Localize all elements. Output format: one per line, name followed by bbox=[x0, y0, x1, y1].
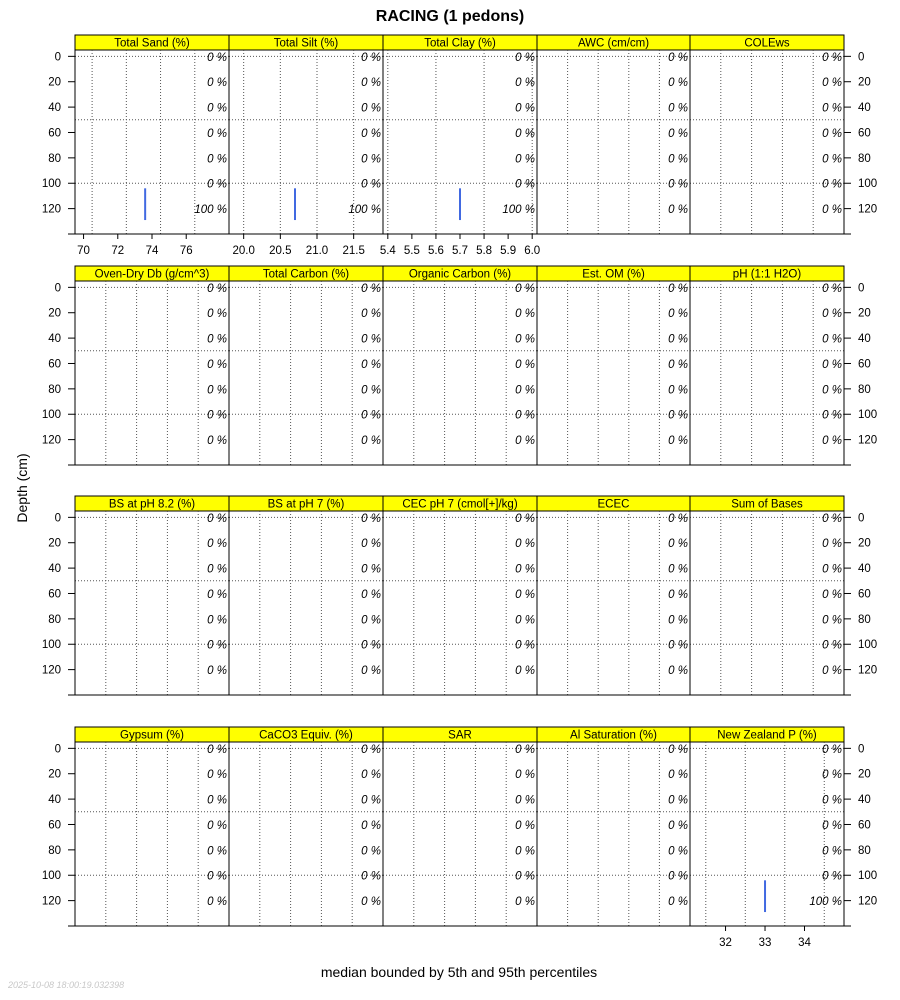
y-axis-label: Depth (cm) bbox=[14, 453, 30, 523]
panel-12 bbox=[229, 496, 383, 695]
depth-tick-label-right: 20 bbox=[858, 76, 871, 89]
depth-tick-label-left: 20 bbox=[48, 537, 61, 550]
percent-label: 0 % bbox=[361, 896, 381, 909]
timestamp-label: 2025-10-08 18:00:19.032398 bbox=[8, 980, 125, 990]
percent-label: 0 % bbox=[207, 896, 227, 909]
panel-strip-label: Organic Carbon (%) bbox=[408, 268, 512, 281]
percent-label: 0 % bbox=[822, 409, 842, 422]
panel-strip-label: Al Saturation (%) bbox=[570, 729, 657, 742]
percent-label: 0 % bbox=[207, 845, 227, 858]
x-tick-label: 5.5 bbox=[403, 245, 420, 257]
percent-label: 0 % bbox=[361, 563, 381, 576]
percent-label: 0 % bbox=[361, 282, 381, 295]
percent-label: 0 % bbox=[822, 77, 842, 90]
x-tick-label: 21.0 bbox=[305, 245, 329, 257]
percent-label: 0 % bbox=[515, 435, 535, 448]
depth-tick-label-left: 100 bbox=[41, 178, 61, 191]
panel-strip-label: BS at pH 8.2 (%) bbox=[108, 498, 196, 511]
percent-label: 0 % bbox=[822, 384, 842, 397]
panel-13 bbox=[383, 496, 537, 695]
depth-tick-label-right: 60 bbox=[858, 819, 871, 832]
x-tick-label: 5.8 bbox=[476, 245, 493, 257]
percent-label: 0 % bbox=[822, 588, 842, 601]
depth-tick-label-left: 0 bbox=[54, 512, 61, 525]
percent-label: 0 % bbox=[207, 333, 227, 346]
depth-tick-label-left: 40 bbox=[48, 563, 61, 576]
percent-label: 0 % bbox=[207, 769, 227, 782]
depth-tick-label-left: 120 bbox=[41, 203, 61, 216]
percent-label: 0 % bbox=[361, 333, 381, 346]
panel-strip-label: Total Clay (%) bbox=[424, 37, 496, 50]
depth-tick-label-right: 100 bbox=[858, 178, 878, 191]
percent-label: 0 % bbox=[822, 204, 842, 217]
panel-14 bbox=[537, 496, 690, 695]
depth-tick-label-left: 120 bbox=[41, 434, 61, 447]
percent-label: 0 % bbox=[361, 308, 381, 321]
percent-label: 0 % bbox=[361, 153, 381, 166]
percent-label: 0 % bbox=[207, 538, 227, 551]
x-tick-label: 74 bbox=[145, 245, 159, 257]
depth-tick-label-left: 60 bbox=[48, 819, 61, 832]
percent-label: 0 % bbox=[361, 794, 381, 807]
x-tick-label: 5.6 bbox=[427, 245, 444, 257]
depth-tick-label-right: 0 bbox=[858, 512, 865, 525]
depth-tick-label-left: 120 bbox=[41, 895, 61, 908]
x-tick-label: 70 bbox=[77, 245, 90, 257]
percent-label: 100 % bbox=[194, 204, 227, 217]
percent-label: 0 % bbox=[361, 127, 381, 140]
panel-18 bbox=[383, 727, 537, 926]
percent-label: 0 % bbox=[668, 333, 688, 346]
x-tick-label: 33 bbox=[758, 937, 772, 949]
x-tick-label: 20.0 bbox=[232, 245, 255, 257]
percent-label: 0 % bbox=[515, 896, 535, 909]
percent-label: 0 % bbox=[668, 178, 688, 191]
percent-label: 0 % bbox=[668, 384, 688, 397]
percent-label: 0 % bbox=[668, 870, 688, 883]
x-tick-label: 21.5 bbox=[342, 245, 365, 257]
depth-tick-label-left: 20 bbox=[48, 307, 61, 320]
x-tick-label: 5.4 bbox=[379, 245, 396, 257]
percent-label: 0 % bbox=[515, 77, 535, 90]
panel-strip-label: Oven-Dry Db (g/cm^3) bbox=[94, 268, 210, 281]
depth-tick-label-left: 60 bbox=[48, 358, 61, 371]
percent-label: 0 % bbox=[668, 538, 688, 551]
depth-tick-label-right: 100 bbox=[858, 409, 878, 422]
percent-label: 0 % bbox=[668, 743, 688, 756]
percent-label: 0 % bbox=[668, 358, 688, 371]
percent-label: 0 % bbox=[515, 769, 535, 782]
percent-label: 0 % bbox=[668, 639, 688, 652]
depth-tick-label-left: 100 bbox=[41, 639, 61, 652]
percent-label: 0 % bbox=[515, 743, 535, 756]
depth-tick-label-right: 0 bbox=[858, 743, 865, 756]
depth-tick-label-left: 100 bbox=[41, 870, 61, 883]
percent-label: 0 % bbox=[822, 102, 842, 115]
percent-label: 0 % bbox=[668, 127, 688, 140]
percent-label: 0 % bbox=[668, 794, 688, 807]
chart-title: RACING (1 pedons) bbox=[375, 8, 525, 25]
percent-label: 0 % bbox=[822, 639, 842, 652]
percent-label: 0 % bbox=[515, 333, 535, 346]
panel-17 bbox=[229, 727, 383, 926]
percent-label: 0 % bbox=[515, 845, 535, 858]
percent-label: 0 % bbox=[207, 819, 227, 832]
percent-label: 0 % bbox=[515, 588, 535, 601]
percent-label: 0 % bbox=[822, 435, 842, 448]
percent-label: 0 % bbox=[207, 743, 227, 756]
depth-tick-label-left: 40 bbox=[48, 333, 61, 346]
percent-label: 0 % bbox=[361, 743, 381, 756]
panel-15 bbox=[690, 496, 844, 695]
percent-label: 0 % bbox=[361, 845, 381, 858]
percent-label: 0 % bbox=[668, 435, 688, 448]
panel-strip-label: CaCO3 Equiv. (%) bbox=[259, 729, 353, 742]
percent-label: 0 % bbox=[207, 870, 227, 883]
percent-label: 0 % bbox=[668, 77, 688, 90]
percent-label: 0 % bbox=[515, 409, 535, 422]
panel-19 bbox=[537, 727, 690, 926]
depth-tick-label-right: 40 bbox=[858, 794, 871, 807]
panel-10 bbox=[690, 266, 844, 465]
percent-label: 0 % bbox=[668, 588, 688, 601]
percent-label: 0 % bbox=[668, 282, 688, 295]
percent-label: 0 % bbox=[515, 870, 535, 883]
percent-label: 0 % bbox=[361, 435, 381, 448]
percent-label: 0 % bbox=[822, 153, 842, 166]
percent-label: 0 % bbox=[207, 409, 227, 422]
depth-tick-label-right: 60 bbox=[858, 127, 871, 140]
percent-label: 0 % bbox=[361, 819, 381, 832]
depth-tick-label-left: 100 bbox=[41, 409, 61, 422]
percent-label: 0 % bbox=[668, 614, 688, 627]
percent-label: 0 % bbox=[207, 127, 227, 140]
depth-tick-label-left: 80 bbox=[48, 383, 61, 396]
percent-label: 0 % bbox=[515, 639, 535, 652]
percent-label: 0 % bbox=[207, 282, 227, 295]
percent-label: 0 % bbox=[515, 178, 535, 191]
percent-label: 0 % bbox=[668, 153, 688, 166]
percent-label: 0 % bbox=[668, 102, 688, 115]
x-tick-label: 5.9 bbox=[500, 245, 517, 257]
depth-tick-label-right: 20 bbox=[858, 768, 871, 781]
percent-label: 0 % bbox=[822, 769, 842, 782]
percent-label: 0 % bbox=[822, 870, 842, 883]
percent-label: 0 % bbox=[207, 308, 227, 321]
depth-tick-label-right: 0 bbox=[858, 51, 865, 64]
panel-16 bbox=[75, 727, 229, 926]
depth-tick-label-right: 60 bbox=[858, 588, 871, 601]
percent-label: 0 % bbox=[668, 896, 688, 909]
percent-label: 0 % bbox=[822, 512, 842, 525]
percent-label: 0 % bbox=[668, 819, 688, 832]
percent-label: 0 % bbox=[822, 614, 842, 627]
x-axis-label: median bounded by 5th and 95th percentiles bbox=[320, 964, 598, 980]
panel-strip-label: Est. OM (%) bbox=[582, 268, 645, 281]
percent-label: 0 % bbox=[361, 384, 381, 397]
percent-label: 0 % bbox=[361, 51, 381, 64]
percent-label: 0 % bbox=[822, 819, 842, 832]
percent-label: 0 % bbox=[515, 308, 535, 321]
depth-tick-label-right: 40 bbox=[858, 333, 871, 346]
depth-tick-label-right: 80 bbox=[858, 383, 871, 396]
panel-strip-label: Sum of Bases bbox=[731, 498, 803, 511]
depth-tick-label-right: 100 bbox=[858, 639, 878, 652]
percent-label: 0 % bbox=[207, 639, 227, 652]
percent-label: 0 % bbox=[822, 358, 842, 371]
depth-tick-label-right: 80 bbox=[858, 152, 871, 165]
panel-strip-label: COLEws bbox=[744, 37, 790, 50]
percent-label: 0 % bbox=[207, 77, 227, 90]
percent-label: 0 % bbox=[207, 563, 227, 576]
percent-label: 0 % bbox=[822, 743, 842, 756]
percent-label: 0 % bbox=[361, 639, 381, 652]
percent-label: 0 % bbox=[515, 665, 535, 678]
panel-strip-label: SAR bbox=[448, 729, 472, 742]
percent-label: 0 % bbox=[207, 794, 227, 807]
panel-strip-label: AWC (cm/cm) bbox=[577, 37, 650, 50]
percent-label: 0 % bbox=[207, 665, 227, 678]
panel-strip-label: Total Sand (%) bbox=[114, 37, 190, 50]
depth-tick-label-left: 40 bbox=[48, 102, 61, 115]
panel-1 bbox=[75, 35, 229, 257]
panel-4 bbox=[537, 35, 690, 234]
percent-label: 0 % bbox=[515, 563, 535, 576]
panel-3 bbox=[380, 35, 540, 257]
depth-tick-label-right: 80 bbox=[858, 844, 871, 857]
x-tick-label: 20.5 bbox=[269, 245, 292, 257]
panel-5 bbox=[690, 35, 844, 234]
panel-strip-label: Gypsum (%) bbox=[120, 729, 184, 742]
panel-strip-label: New Zealand P (%) bbox=[717, 729, 817, 742]
percent-label: 0 % bbox=[361, 178, 381, 191]
depth-tick-label-left: 120 bbox=[41, 664, 61, 677]
percent-label: 0 % bbox=[207, 435, 227, 448]
percent-label: 0 % bbox=[515, 512, 535, 525]
x-tick-label: 6.0 bbox=[524, 245, 541, 257]
percent-label: 0 % bbox=[822, 845, 842, 858]
percent-label: 0 % bbox=[207, 588, 227, 601]
percent-label: 0 % bbox=[668, 308, 688, 321]
depth-tick-label-right: 120 bbox=[858, 203, 878, 216]
depth-tick-label-left: 0 bbox=[54, 282, 61, 295]
percent-label: 0 % bbox=[207, 614, 227, 627]
panel-7 bbox=[229, 266, 383, 465]
percent-label: 0 % bbox=[361, 588, 381, 601]
percent-label: 0 % bbox=[207, 178, 227, 191]
depth-tick-label-right: 20 bbox=[858, 307, 871, 320]
percent-label: 0 % bbox=[515, 102, 535, 115]
panel-11 bbox=[75, 496, 229, 695]
percent-label: 0 % bbox=[207, 102, 227, 115]
percent-label: 0 % bbox=[361, 358, 381, 371]
percent-label: 0 % bbox=[668, 769, 688, 782]
depth-tick-label-right: 40 bbox=[858, 563, 871, 576]
percent-label: 0 % bbox=[207, 358, 227, 371]
percent-label: 0 % bbox=[207, 384, 227, 397]
depth-tick-label-right: 0 bbox=[858, 282, 865, 295]
panel-strip-label: Total Silt (%) bbox=[273, 37, 339, 50]
percent-label: 0 % bbox=[668, 563, 688, 576]
panel-strip-label: ECEC bbox=[597, 498, 630, 511]
percent-label: 0 % bbox=[361, 769, 381, 782]
panels-group bbox=[42, 35, 877, 949]
panel-9 bbox=[537, 266, 690, 465]
percent-label: 0 % bbox=[361, 538, 381, 551]
percent-label: 0 % bbox=[822, 563, 842, 576]
percent-label: 0 % bbox=[822, 308, 842, 321]
percent-label: 0 % bbox=[668, 409, 688, 422]
panel-strip-label: BS at pH 7 (%) bbox=[267, 498, 345, 511]
depth-tick-label-left: 60 bbox=[48, 588, 61, 601]
depth-tick-label-right: 120 bbox=[858, 664, 878, 677]
percent-label: 0 % bbox=[668, 845, 688, 858]
depth-tick-label-left: 60 bbox=[48, 127, 61, 140]
percent-label: 0 % bbox=[207, 512, 227, 525]
percent-label: 0 % bbox=[668, 512, 688, 525]
percent-label: 0 % bbox=[822, 127, 842, 140]
percent-label: 0 % bbox=[668, 51, 688, 64]
panel-8 bbox=[383, 266, 537, 465]
percent-label: 0 % bbox=[515, 794, 535, 807]
percent-label: 0 % bbox=[361, 409, 381, 422]
percent-label: 0 % bbox=[822, 333, 842, 346]
percent-label: 0 % bbox=[515, 153, 535, 166]
panel-strip-label: CEC pH 7 (cmol[+]/kg) bbox=[402, 498, 518, 511]
percent-label: 0 % bbox=[668, 665, 688, 678]
percent-label: 0 % bbox=[515, 819, 535, 832]
panel-strip-label: Total Carbon (%) bbox=[262, 268, 350, 281]
x-tick-label: 5.7 bbox=[452, 245, 468, 257]
panel-strip-label: pH (1:1 H2O) bbox=[732, 268, 802, 281]
depth-tick-label-right: 60 bbox=[858, 358, 871, 371]
depth-tick-label-left: 80 bbox=[48, 844, 61, 857]
panel-20 bbox=[690, 727, 844, 949]
percent-label: 0 % bbox=[515, 538, 535, 551]
panel-2 bbox=[229, 35, 383, 257]
percent-label: 0 % bbox=[361, 77, 381, 90]
percent-label: 0 % bbox=[515, 51, 535, 64]
percent-label: 0 % bbox=[361, 614, 381, 627]
x-tick-label: 34 bbox=[798, 937, 811, 949]
percent-label: 0 % bbox=[822, 178, 842, 191]
percent-label: 100 % bbox=[348, 204, 381, 217]
depth-tick-label-left: 0 bbox=[54, 51, 61, 64]
x-tick-label: 76 bbox=[179, 245, 193, 257]
percent-label: 0 % bbox=[822, 51, 842, 64]
depth-tick-label-right: 80 bbox=[858, 613, 871, 626]
percent-label: 0 % bbox=[668, 204, 688, 217]
percent-label: 0 % bbox=[822, 282, 842, 295]
percent-label: 0 % bbox=[361, 512, 381, 525]
depth-tick-label-left: 20 bbox=[48, 768, 61, 781]
percent-label: 0 % bbox=[822, 538, 842, 551]
percent-label: 0 % bbox=[515, 384, 535, 397]
depth-tick-label-left: 40 bbox=[48, 794, 61, 807]
depth-tick-label-right: 120 bbox=[858, 895, 878, 908]
depth-tick-label-left: 0 bbox=[54, 743, 61, 756]
percent-label: 0 % bbox=[822, 794, 842, 807]
depth-tick-label-left: 80 bbox=[48, 152, 61, 165]
depth-tick-label-left: 20 bbox=[48, 76, 61, 89]
percent-label: 0 % bbox=[515, 282, 535, 295]
percent-label: 0 % bbox=[515, 614, 535, 627]
percent-label: 0 % bbox=[361, 102, 381, 115]
depth-tick-label-left: 80 bbox=[48, 613, 61, 626]
percent-label: 0 % bbox=[207, 51, 227, 64]
percent-label: 100 % bbox=[502, 204, 535, 217]
x-tick-label: 72 bbox=[111, 245, 125, 257]
depth-tick-label-right: 100 bbox=[858, 870, 878, 883]
percent-label: 0 % bbox=[515, 127, 535, 140]
panel-6 bbox=[75, 266, 229, 465]
percent-label: 0 % bbox=[822, 665, 842, 678]
depth-tick-label-right: 20 bbox=[858, 537, 871, 550]
percent-label: 0 % bbox=[361, 665, 381, 678]
depth-tick-label-right: 40 bbox=[858, 102, 871, 115]
x-tick-label: 32 bbox=[719, 937, 732, 949]
percent-label: 0 % bbox=[207, 153, 227, 166]
percent-label: 100 % bbox=[809, 896, 842, 909]
depth-tick-label-right: 120 bbox=[858, 434, 878, 447]
percent-label: 0 % bbox=[361, 870, 381, 883]
percent-label: 0 % bbox=[515, 358, 535, 371]
